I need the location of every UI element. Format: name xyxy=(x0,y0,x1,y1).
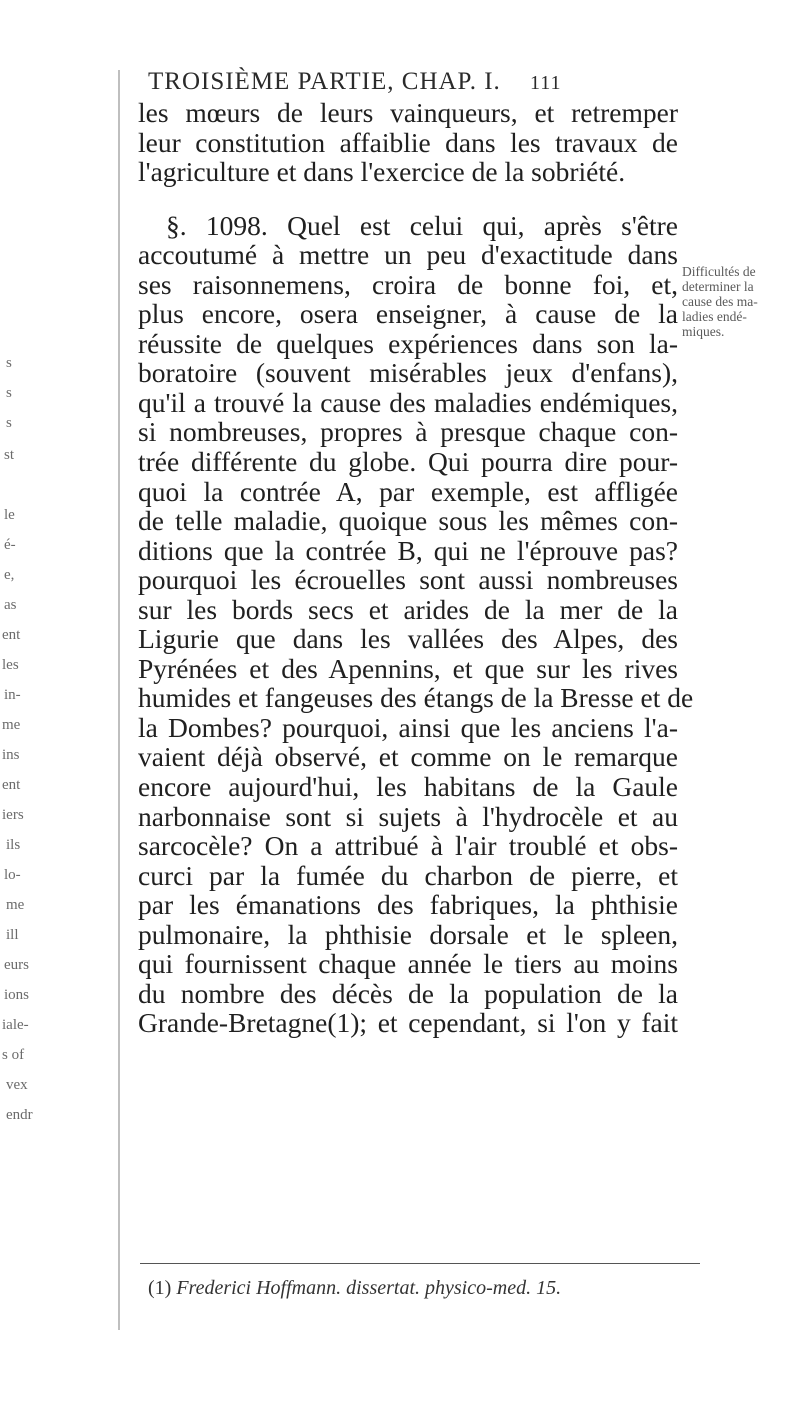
text-line: les mœurs de leurs vainqueurs, et retremper xyxy=(138,97,678,128)
paragraph-gap xyxy=(138,187,678,211)
text-line: accoutumé à mettre un peu d'exactitude dans xyxy=(138,239,678,271)
page-number: 111 xyxy=(530,72,562,94)
gutter-fragment: iale- xyxy=(2,1017,29,1033)
gutter-fragment: s xyxy=(6,355,12,371)
gutter-fragment: me xyxy=(6,897,25,913)
text-line: de telle maladie, quoique sous les mêmes con- xyxy=(138,505,678,537)
gutter-fragment: as xyxy=(4,597,17,613)
gutter-fragment: é- xyxy=(4,537,16,553)
footnote-rule xyxy=(140,1263,700,1264)
text-line: leur constitution affaiblie dans les travaux de xyxy=(138,126,678,158)
binding-shadow xyxy=(118,70,120,1330)
gutter-fragment: s xyxy=(6,385,12,401)
text-line: pourquoi les écrouelles sont aussi nombreuses xyxy=(138,564,678,596)
gutter-fragment: e, xyxy=(4,567,15,583)
text-line: ditions que la contrée B, qui ne l'éprouve pas? xyxy=(138,534,678,566)
footnote-text: Frederici Hoffmann. dissertat. physico-med. 15. xyxy=(176,1277,562,1299)
text-line: ses raisonnemens, croira de bonne foi, et, xyxy=(138,268,678,300)
text-line: trée différente du globe. Qui pourra dire pour- xyxy=(138,446,678,478)
gutter-fragment: in- xyxy=(4,687,21,703)
text-line: la Dombes? pourquoi, ainsi que les anciens l'a- xyxy=(138,711,678,743)
text-line: sur les bords secs et arides de la mer de la xyxy=(138,593,678,625)
text-line: Ligurie que dans les vallées des Alpes, des xyxy=(138,623,678,655)
gutter-fragment: eurs xyxy=(4,957,29,973)
gutter-fragment: st xyxy=(4,447,15,463)
footnote-marker: (1) xyxy=(148,1277,172,1299)
text-line: plus encore, osera enseigner, à cause de la xyxy=(138,298,678,330)
gutter-fragment: ins xyxy=(2,747,20,763)
text-line: narbonnaise sont si sujets à l'hydrocèle et au xyxy=(138,800,678,832)
text-line: encore aujourd'hui, les habitans de la Gaule xyxy=(138,771,678,803)
gutter-fragment: ent xyxy=(2,777,21,793)
running-title: TROISIÈME PARTIE, CHAP. I. xyxy=(148,68,501,95)
text-line: Grande-Bretagne(1); et cependant, si l'on y fait xyxy=(138,1007,678,1039)
gutter-fragment: s xyxy=(6,415,12,431)
gutter-fragment: ill xyxy=(6,927,19,943)
text-line: curci par la fumée du charbon de pierre, et xyxy=(138,859,678,891)
gutter-fragment: endr xyxy=(6,1107,33,1123)
text-line: quoi la contrée A, par exemple, est affligée xyxy=(138,475,678,507)
text-line: qui fournissent chaque année le tiers au moins xyxy=(138,948,678,980)
gutter-fragment: lo- xyxy=(4,867,21,883)
gutter-fragment: ions xyxy=(4,987,30,1003)
text-line: l'agriculture et dans l'exercice de la sobriété. xyxy=(138,156,626,188)
body-text xyxy=(138,97,694,1039)
margin-note-line: ladies endé- xyxy=(682,309,747,324)
margin-note-line: miques. xyxy=(682,324,725,339)
text-line: vaient déjà observé, et comme on le remarque xyxy=(138,741,678,773)
footnote xyxy=(148,1277,708,1300)
margin-note-line: determiner la xyxy=(682,279,754,294)
margin-note-line: cause des ma- xyxy=(682,294,758,309)
margin-note xyxy=(682,264,800,339)
gutter-fragment: me xyxy=(2,717,21,733)
gutter-fragment: ent xyxy=(2,627,21,643)
text-line: §. 1098. Quel est celui qui, après s'être xyxy=(166,209,678,241)
text-line: qu'il a trouvé la cause des maladies endémiques, xyxy=(138,386,678,418)
text-line: si nombreuses, propres à presque chaque con- xyxy=(138,416,678,448)
gutter-fragment: le xyxy=(4,507,15,523)
text-line: pulmonaire, la phthisie dorsale et le spleen, xyxy=(138,918,678,950)
text-line: par les émanations des fabriques, la phthisie xyxy=(138,889,678,921)
text-line: sarcocèle? On a attribué à l'air troublé et obs- xyxy=(138,830,678,862)
gutter-fragment: iers xyxy=(2,807,24,823)
margin-note-line: Difficultés de xyxy=(682,264,756,279)
gutter-fragment: vex xyxy=(6,1077,28,1093)
text-line: humides et fangeuses des étangs de la Bresse et de xyxy=(138,682,694,714)
text-line: boratoire (souvent misérables jeux d'enfans), xyxy=(138,357,678,389)
gutter-fragment: les xyxy=(2,657,19,673)
text-line: Pyrénées et des Apennins, et que sur les rives xyxy=(138,652,678,684)
gutter-fragment: s of xyxy=(2,1047,25,1063)
text-line: réussite de quelques expériences dans son la- xyxy=(138,327,678,359)
running-header xyxy=(148,68,708,96)
bleed-through-gutter xyxy=(0,0,112,1423)
text-line: du nombre des décès de la population de la xyxy=(138,977,678,1009)
gutter-fragment: ils xyxy=(6,837,21,853)
